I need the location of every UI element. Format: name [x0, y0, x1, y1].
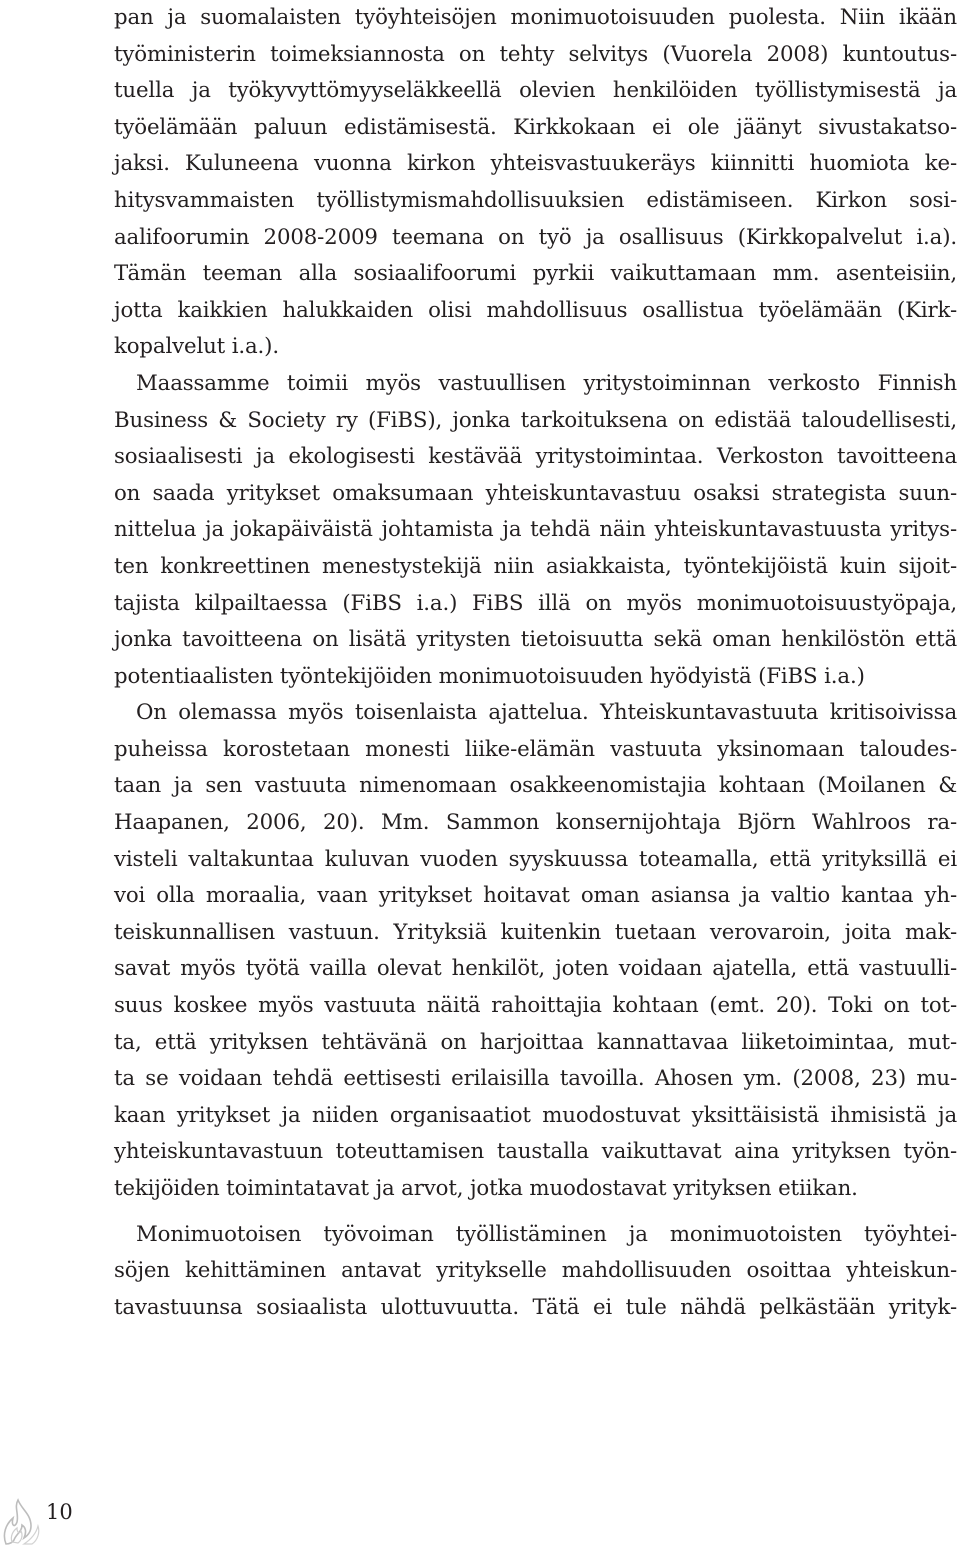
- text-line: savat myös työtä vailla olevat henkilöt, joten voidaan ajatella, että vastuulli-: [114, 956, 957, 982]
- text-line: jaksi. Kuluneena vuonna kirkon yhteisvastuukeräys kiinnitti huomiota ke-: [114, 151, 957, 177]
- page-footer: [0, 1490, 140, 1551]
- paragraph: [114, 695, 957, 1207]
- text-line: ten konkreettinen menestystekijä niin asiakkaista, työntekijöistä kuin sijoit-: [114, 553, 957, 579]
- text-line: puheissa korostetaan monesti liike-elämän vastuuta yksinomaan taloudes-: [114, 736, 957, 762]
- text-line: tuella ja työkyvyttömyyseläkkeellä olevien henkilöiden työllistymisestä ja: [114, 78, 957, 104]
- text-line: työelämään paluun edistämisestä. Kirkkokaan ei ole jäänyt sivustakatso-: [114, 114, 957, 140]
- text-line: kopalvelut i.a.).: [114, 334, 279, 360]
- text-line: jonka tavoitteena on lisätä yritysten tietoisuutta sekä oman henkilöstön että: [114, 627, 957, 653]
- text-line: jotta kaikkien halukkaiden olisi mahdollisuus osallistua työelämään (Kirk-: [114, 297, 957, 323]
- text-line: ta se voidaan tehdä eettisesti erilaisilla tavoilla. Ahosen ym. (2008, 23) mu-: [114, 1066, 957, 1092]
- text-line: suus koskee myös vastuuta näitä rahoittajia kohtaan (emt. 20). Toki on tot-: [114, 993, 957, 1019]
- text-line: Business & Society ry (FiBS), jonka tarkoituksena on edistää taloudellisesti,: [114, 407, 957, 433]
- text-line: potentiaalisten työntekijöiden monimuotoisuuden hyödyistä (FiBS i.a.): [114, 663, 865, 689]
- text-line: nittelua ja jokapäiväistä johtamista ja tehdä näin yhteiskuntavastuusta yritys-: [114, 517, 957, 543]
- text-line: ta, että yrityksen tehtävänä on harjoittaa kannattavaa liiketoimintaa, mut-: [114, 1029, 957, 1055]
- paragraph: [114, 366, 957, 695]
- paragraph: [114, 1217, 957, 1327]
- text-line: Tämän teeman alla sosiaalifoorumi pyrkii vaikuttamaan mm. asenteisiin,: [114, 261, 957, 287]
- text-line: tekijöiden toimintatavat ja arvot, jotka muodostavat yrityksen etiikan.: [114, 1176, 858, 1201]
- text-line: pan ja suomalaisten työyhteisöjen monimuotoisuuden puolesta. Niin ikään: [114, 5, 957, 30]
- text-line: Maassamme toimii myös vastuullisen yritystoiminnan verkosto Finnish: [136, 370, 957, 396]
- body-text: [114, 0, 957, 1326]
- text-line: visteli valtakuntaa kuluvan vuoden syyskuussa toteamalla, että yrityksillä ei: [114, 846, 957, 872]
- text-line: teiskunnallisen vastuun. Yrityksiä kuitenkin tuetaan verovaroin, joita mak-: [114, 919, 957, 945]
- text-line: söjen kehittäminen antavat yritykselle mahdollisuuden osoittaa yhteiskun-: [114, 1258, 957, 1284]
- text-line: hitysvammaisten työllistymismahdollisuuksien edistämiseen. Kirkon sosi-: [114, 187, 957, 213]
- text-line: On olemassa myös toisenlaista ajattelua. Yhteiskuntavastuuta kritisoivissa: [136, 700, 957, 726]
- text-line: Haapanen, 2006, 20). Mm. Sammon konsernijohtaja Björn Wahlroos ra-: [114, 810, 957, 836]
- text-line: taan ja sen vastuuta nimenomaan osakkeenomistajia kohtaan (Moilanen &: [114, 773, 957, 799]
- text-line: on saada yritykset omaksumaan yhteiskuntavastuu osaksi strategista suun-: [114, 480, 957, 506]
- paragraph-spacer: [114, 1208, 957, 1217]
- flame-logo-icon: [0, 1498, 44, 1546]
- text-line: voi olla moraalia, vaan yritykset hoitavat oman asiansa ja valtio kantaa yh-: [114, 883, 957, 909]
- text-line: yhteiskuntavastuun toteuttamisen taustalla vaikuttavat aina yrityksen työn-: [114, 1139, 957, 1165]
- text-line: sosiaalisesti ja ekologisesti kestävää yritystoimintaa. Verkoston tavoitteena: [114, 444, 957, 470]
- text-line: kaan yritykset ja niiden organisaatiot muodostuvat yksittäisistä ihmisistä ja: [114, 1102, 957, 1128]
- text-line: aalifoorumin 2008-2009 teemana on työ ja osallisuus (Kirkkopalvelut i.a).: [114, 224, 957, 250]
- text-line: työministerin toimeksiannosta on tehty selvitys (Vuorela 2008) kuntoutus-: [114, 41, 957, 67]
- paragraph: [114, 0, 957, 366]
- text-line: Monimuotoisen työvoiman työllistäminen ja monimuotoisten työyhtei-: [136, 1221, 957, 1247]
- text-line: tajista kilpailtaessa (FiBS i.a.) FiBS illä on myös monimuotoisuustyöpaja,: [114, 590, 957, 616]
- page-number: 10: [46, 1500, 73, 1524]
- text-line: tavastuunsa sosiaalista ulottuvuutta. Tätä ei tule nähdä pelkästään yrityk-: [114, 1294, 957, 1320]
